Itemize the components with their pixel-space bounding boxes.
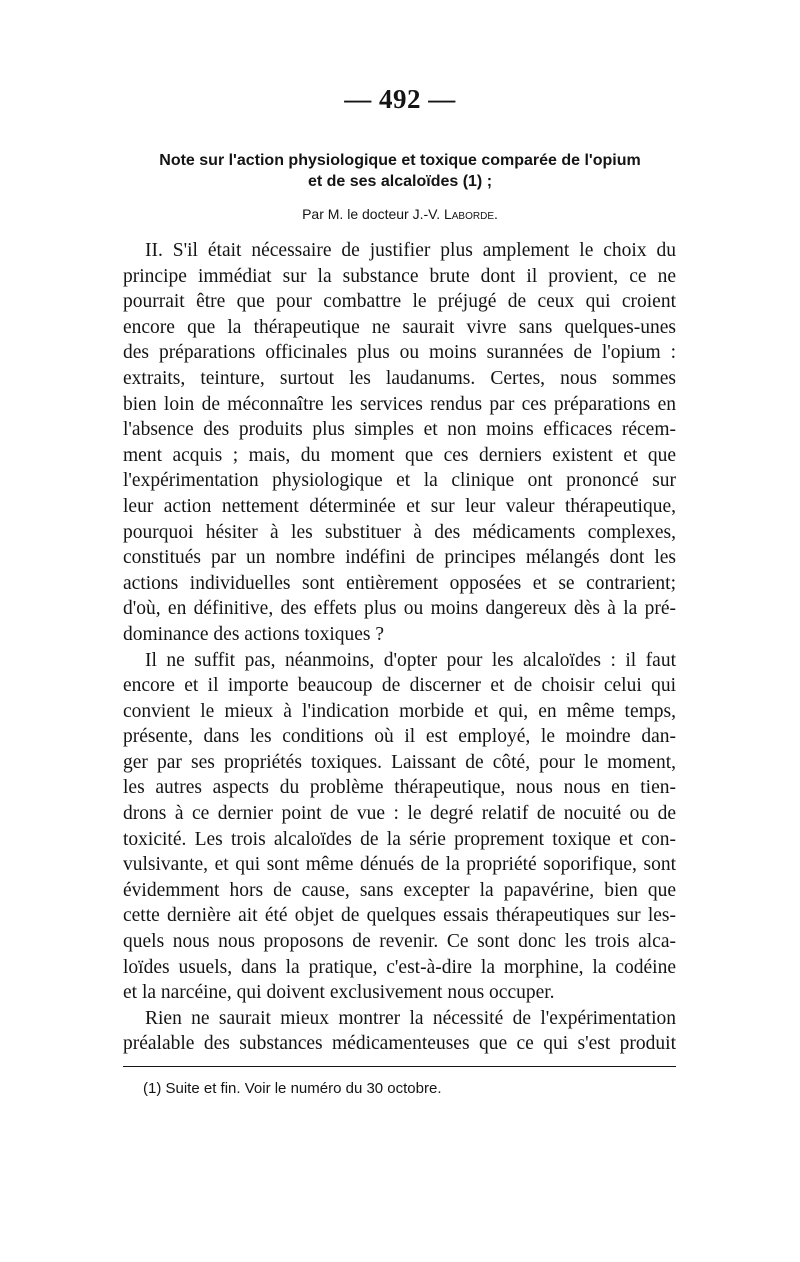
body-line: convient le mieux à l'indication morbide et qui, en même temps,	[123, 700, 676, 722]
body-text	[123, 238, 676, 1057]
title-line-1: Note sur l'action physiologique et toxique comparée de l'opium	[159, 152, 641, 169]
page-number: — 492 —	[344, 84, 456, 114]
body-line: et la narcéine, qui doivent exclusivement nous occuper.	[123, 982, 555, 1004]
body-line: pourrait être que pour combattre le préjugé de ceux qui croient	[123, 291, 676, 313]
body-line: l'expérimentation physiologique et la clinique ont prononcé sur	[123, 470, 676, 492]
body-line: encore et il importe beaucoup de discerner et de choisir celui qui	[123, 675, 676, 697]
body-line: vulsivante, et qui sont même dénués de la propriété soporifique, sont	[123, 854, 676, 876]
body-line: leur action nettement déterminée et sur leur valeur thérapeutique,	[123, 495, 676, 517]
body-line: l'absence des produits plus simples et non moins efficaces récem-	[123, 419, 676, 441]
author-name: Laborde.	[443, 206, 498, 222]
body-line: Il ne suffit pas, néanmoins, d'opter pour les alcaloïdes : il faut	[145, 649, 676, 671]
article-title	[118, 150, 682, 192]
body-line: quels nous nous proposons de revenir. Ce sont donc les trois alca-	[123, 931, 676, 953]
author-byline	[118, 206, 682, 222]
body-line: cette dernière ait été objet de quelques essais thérapeutiques sur les-	[123, 905, 676, 927]
body-line: toxicité. Les trois alcaloïdes de la série proprement toxique et con-	[123, 828, 676, 850]
body-line: dominance des actions toxiques ?	[123, 623, 385, 645]
footnote-divider	[123, 1066, 676, 1067]
body-line: actions individuelles sont entièrement opposées et se contrarient;	[123, 572, 676, 594]
body-line: principe immédiat sur la substance brute dont il provient, ce ne	[123, 265, 676, 287]
body-line: préalable des substances médicamenteuses que ce qui s'est produit	[123, 1033, 676, 1055]
author-prefix: Par M. le docteur J.-V.	[302, 206, 441, 222]
body-line: extraits, teinture, surtout les laudanums. Certes, nous sommes	[123, 367, 676, 389]
body-line: évidemment hors de cause, sans excepter la papavérine, bien que	[123, 879, 676, 901]
body-line: encore que la thérapeutique ne saurait vivre sans quelques-unes	[123, 316, 676, 338]
body-line: pourquoi hésiter à les substituer à des médicaments complexes,	[123, 521, 676, 543]
body-line: Rien ne saurait mieux montrer la nécessité de l'expérimentation	[145, 1007, 676, 1029]
body-line: d'où, en définitive, des effets plus ou moins dangereux dès à la pré-	[123, 598, 676, 620]
title-line-2: et de ses alcaloïdes (1) ;	[307, 173, 493, 190]
footnote: (1) Suite et fin. Voir le numéro du 30 octobre.	[143, 1080, 442, 1097]
body-line: bien loin de méconnaître les services rendus par ces préparations en	[123, 393, 676, 415]
body-line: drons à ce dernier point de vue : le degré relatif de nocuité ou de	[123, 803, 676, 825]
body-line: loïdes usuels, dans la pratique, c'est-à-dire la morphine, la codéine	[123, 956, 676, 978]
body-line: présente, dans les conditions où il est employé, le moindre dan-	[123, 726, 676, 748]
body-line: constitués par un nombre indéfini de principes mélangés dont les	[123, 547, 676, 569]
body-line: des préparations officinales plus ou moins surannées de l'opium :	[123, 342, 676, 364]
body-line: ment acquis ; mais, du moment que ces derniers existent et que	[123, 444, 676, 466]
body-line: II. S'il était nécessaire de justifier plus amplement le choix du	[145, 240, 676, 261]
body-line: ger par ses propriétés toxiques. Laissant de côté, pour le moment,	[123, 751, 676, 773]
body-line: les autres aspects du problème thérapeutique, nous nous en tien-	[123, 777, 676, 799]
